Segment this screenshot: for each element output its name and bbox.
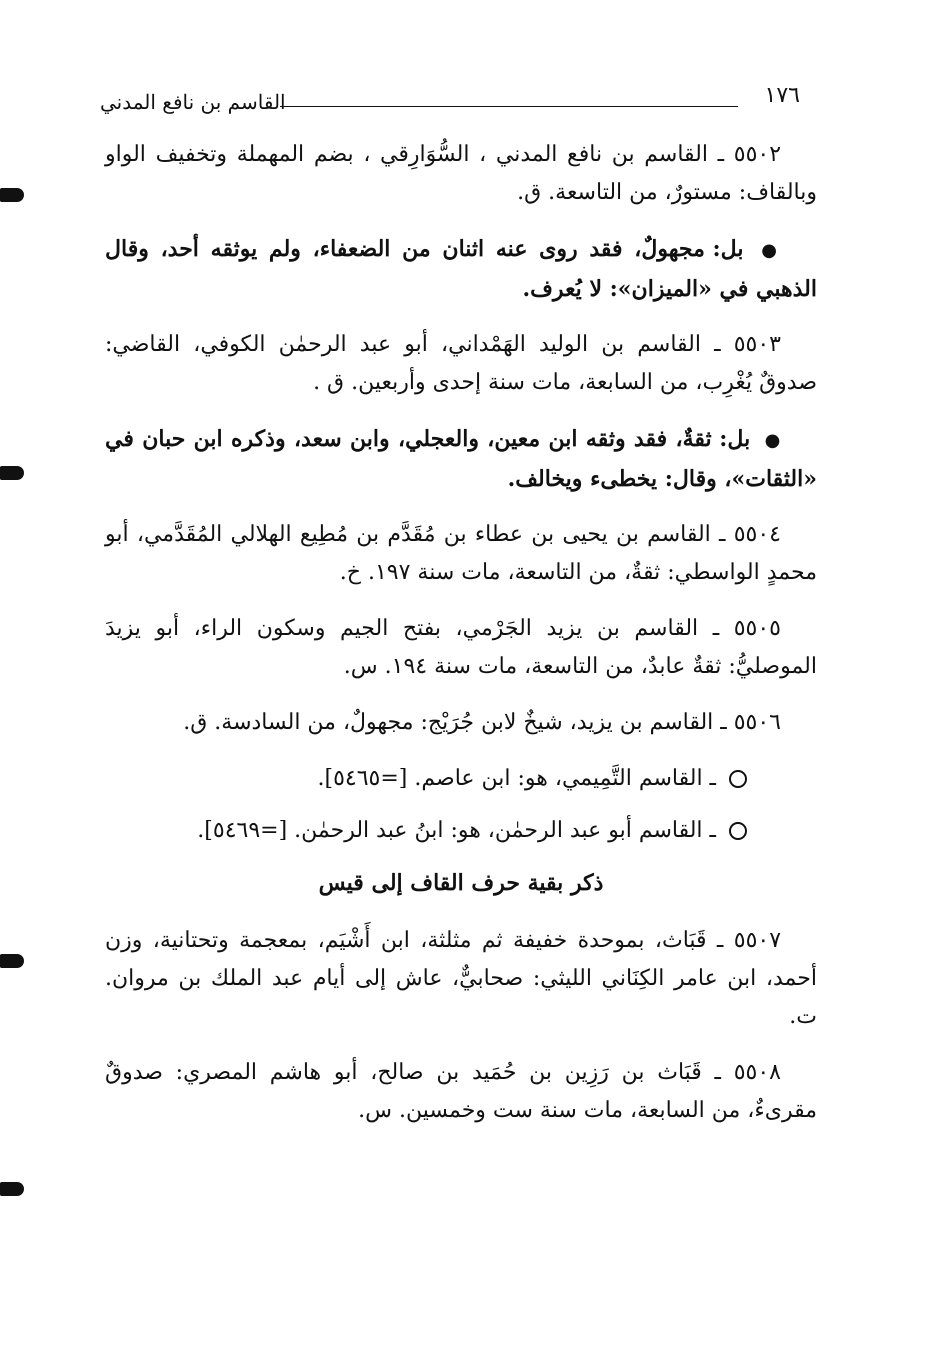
- entry-5506: [105, 704, 817, 742]
- entry-number: ٥٥٠٣: [733, 332, 781, 357]
- cross-reference: [105, 812, 817, 850]
- entry-text: ـ القاسم بن نافع المدني ، السُّوَارِقي ، بضم المهملة وتخفيف الواو وبالقاف: مستورٌ، من التاسعة. ق.: [105, 142, 817, 205]
- circle-icon: [729, 822, 747, 840]
- entry-text: ـ القاسم بن الوليد الهَمْداني، أبو عبد الرحمٰن الكوفي، القاضي: صدوقٌ يُغْرِب، من السابعة، مات سنة إحدى وأربعين. ق .: [105, 332, 817, 395]
- header-rule: [280, 106, 738, 107]
- scan-edge-mark: [0, 188, 24, 202]
- entry-number: ٥٥٠٨: [733, 1060, 781, 1085]
- note-text: بل: مجهولٌ، فقد روى عنه اثنان من الضعفاء، ولم يوثقه أحد، وقال الذهبي في «الميزان»: لا يُعرف.: [105, 236, 817, 302]
- entry-number: ٥٥٠٦: [733, 710, 781, 735]
- circle-icon: [729, 770, 747, 788]
- entry-5503: [105, 326, 817, 402]
- note-text: بل: ثقةٌ، فقد وثقه ابن معين، والعجلي، وابن سعد، وذكره ابن حبان في «الثقات»، وقال: يخطىء ويخالف.: [105, 426, 817, 492]
- entry-text: ـ القاسم بن يحيى بن عطاء بن مُقَدَّم بن مُطِيع الهلالي المُقَدَّمي، أبو محمدٍ الواسطي: ثقةٌ، من التاسعة، مات سنة ١٩٧. خ.: [105, 522, 817, 585]
- page-number: ١٧٦: [764, 83, 800, 108]
- editor-note: [105, 420, 817, 498]
- entry-number: ٥٥٠٤: [733, 522, 781, 547]
- scan-edge-mark: [0, 954, 24, 968]
- entry-5502: [105, 136, 817, 212]
- body-text: [105, 136, 817, 1148]
- editor-note: [105, 230, 817, 308]
- running-title: القاسم بن نافع المدني: [100, 90, 286, 114]
- page-header: [100, 82, 800, 122]
- cross-reference-text: ـ القاسم التَّمِيمي، هو: ابن عاصم. [=٥٤٦٥].: [317, 766, 716, 791]
- cross-reference: [105, 760, 817, 798]
- scan-edge-mark: [0, 466, 24, 480]
- bullet-icon: ●: [764, 430, 781, 451]
- entry-text: ـ قَبَاث، بموحدة خفيفة ثم مثلثة، ابن أَشْيَم، بمعجمة وتحتانية، وزن أحمد، ابن عامر الكِنَاني الليثي: صحابيٌّ، عاش إلى أيام عبد الملك بن مروان. ت.: [105, 928, 817, 1029]
- scan-edge-mark: [0, 1182, 24, 1196]
- cross-reference-text: ـ القاسم أبو عبد الرحمٰن، هو: ابنُ عبد الرحمٰن. [=٥٤٦٩].: [197, 818, 716, 843]
- bullet-icon: ●: [761, 240, 781, 261]
- entry-number: ٥٥٠٢: [733, 142, 782, 167]
- entry-number: ٥٥٠٥: [733, 616, 781, 641]
- entry-text: ـ القاسم بن يزيد، شيخٌ لابن جُرَيْج: مجهولٌ، من السادسة. ق.: [183, 710, 727, 735]
- entry-number: ٥٥٠٧: [733, 928, 782, 953]
- section-heading: ذكر بقية حرف القاف إلى قيس: [318, 870, 604, 896]
- entry-5508: [105, 1054, 817, 1130]
- entry-text: ـ القاسم بن يزيد الجَرْمي، بفتح الجيم وسكون الراء، أبو يزيدَ الموصليُّ: ثقةٌ عابدٌ، من التاسعة، مات سنة ١٩٤. س.: [105, 616, 817, 679]
- entry-5507: [105, 922, 817, 1036]
- entry-5505: [105, 610, 817, 686]
- entry-5504: [105, 516, 817, 592]
- entry-text: ـ قَبَاث بن رَزِين بن حُمَيد بن صالح، أبو هاشم المصري: صدوقٌ مقرىءٌ، من السابعة، مات سنة ست وخمسين. س.: [105, 1060, 817, 1123]
